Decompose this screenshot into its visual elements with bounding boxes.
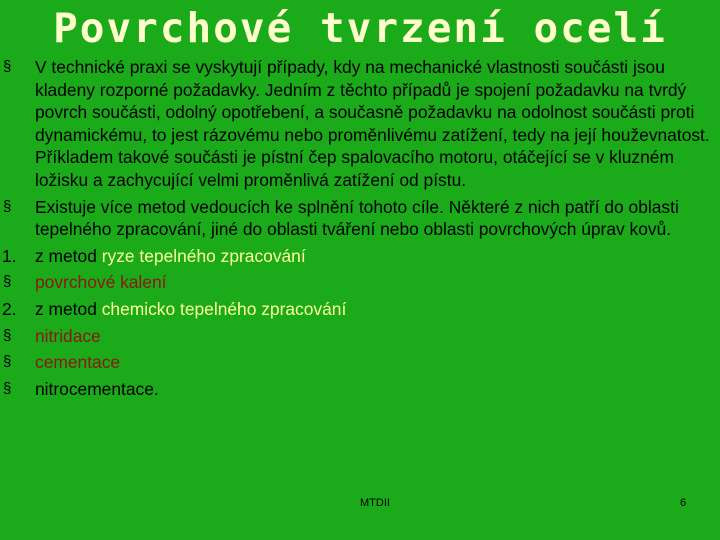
sub-bullet-item — [0, 378, 720, 401]
slide-title: Povrchové tvrzení ocelí — [53, 4, 667, 52]
sub-bullet-text: nitridace — [35, 325, 101, 346]
bullet-text: Existuje více metod vedoucích ke splnění tohoto cíle. Některé z nich patří do oblasti tepelného zpracování, jiné do oblasti tváření nebo oblasti povrchových úprav kovů. — [35, 196, 679, 240]
bullet-item — [0, 56, 720, 192]
bullet-item — [0, 196, 720, 241]
sub-bullet-item — [0, 271, 720, 294]
bullet-icon: § — [3, 197, 12, 215]
numbered-item — [0, 298, 720, 321]
slide-content — [0, 52, 720, 400]
item-highlight: ryze tepelného zpracování — [101, 245, 306, 266]
item-number: 2. — [2, 298, 17, 319]
bullet-icon: § — [3, 326, 12, 344]
sub-bullet-text: nitrocementace. — [35, 378, 159, 399]
item-highlight: chemicko tepelného zpracování — [101, 298, 347, 319]
item-number: 1. — [2, 245, 17, 266]
bullet-icon: § — [3, 379, 12, 397]
item-prefix: z metod — [35, 298, 102, 319]
bullet-text: V technické praxi se vyskytují případy, kdy na mechanické vlastnosti součásti jsou kladeny rozporné požadavky. Jedním z těchto případů je spojení požadavku na tvrdý povrch součásti, odolný opotřebení, a současně požadavku na odolnost součásti proti dynamickému, to jest rázovému nebo proměnlivému zatížení, tedy na její houževnatost. Příkladem takové součásti je pístní čep spalovacího motoru, otáčející se v kluzném ložisku a zachycující velmi proměnlivá zatížení od pístu. — [35, 57, 710, 190]
sub-bullet-item — [0, 351, 720, 374]
sub-bullet-text: cementace — [35, 352, 121, 373]
item-prefix: z metod — [35, 245, 102, 266]
bullet-icon: § — [3, 58, 12, 75]
page-number: 6 — [680, 497, 687, 509]
numbered-item — [0, 245, 720, 268]
sub-bullet-item — [0, 325, 720, 348]
bullet-icon: § — [3, 273, 12, 291]
bullet-icon: § — [3, 353, 12, 371]
sub-bullet-text: povrchové kalení — [35, 272, 167, 293]
footer-label: MTDII — [360, 497, 390, 509]
